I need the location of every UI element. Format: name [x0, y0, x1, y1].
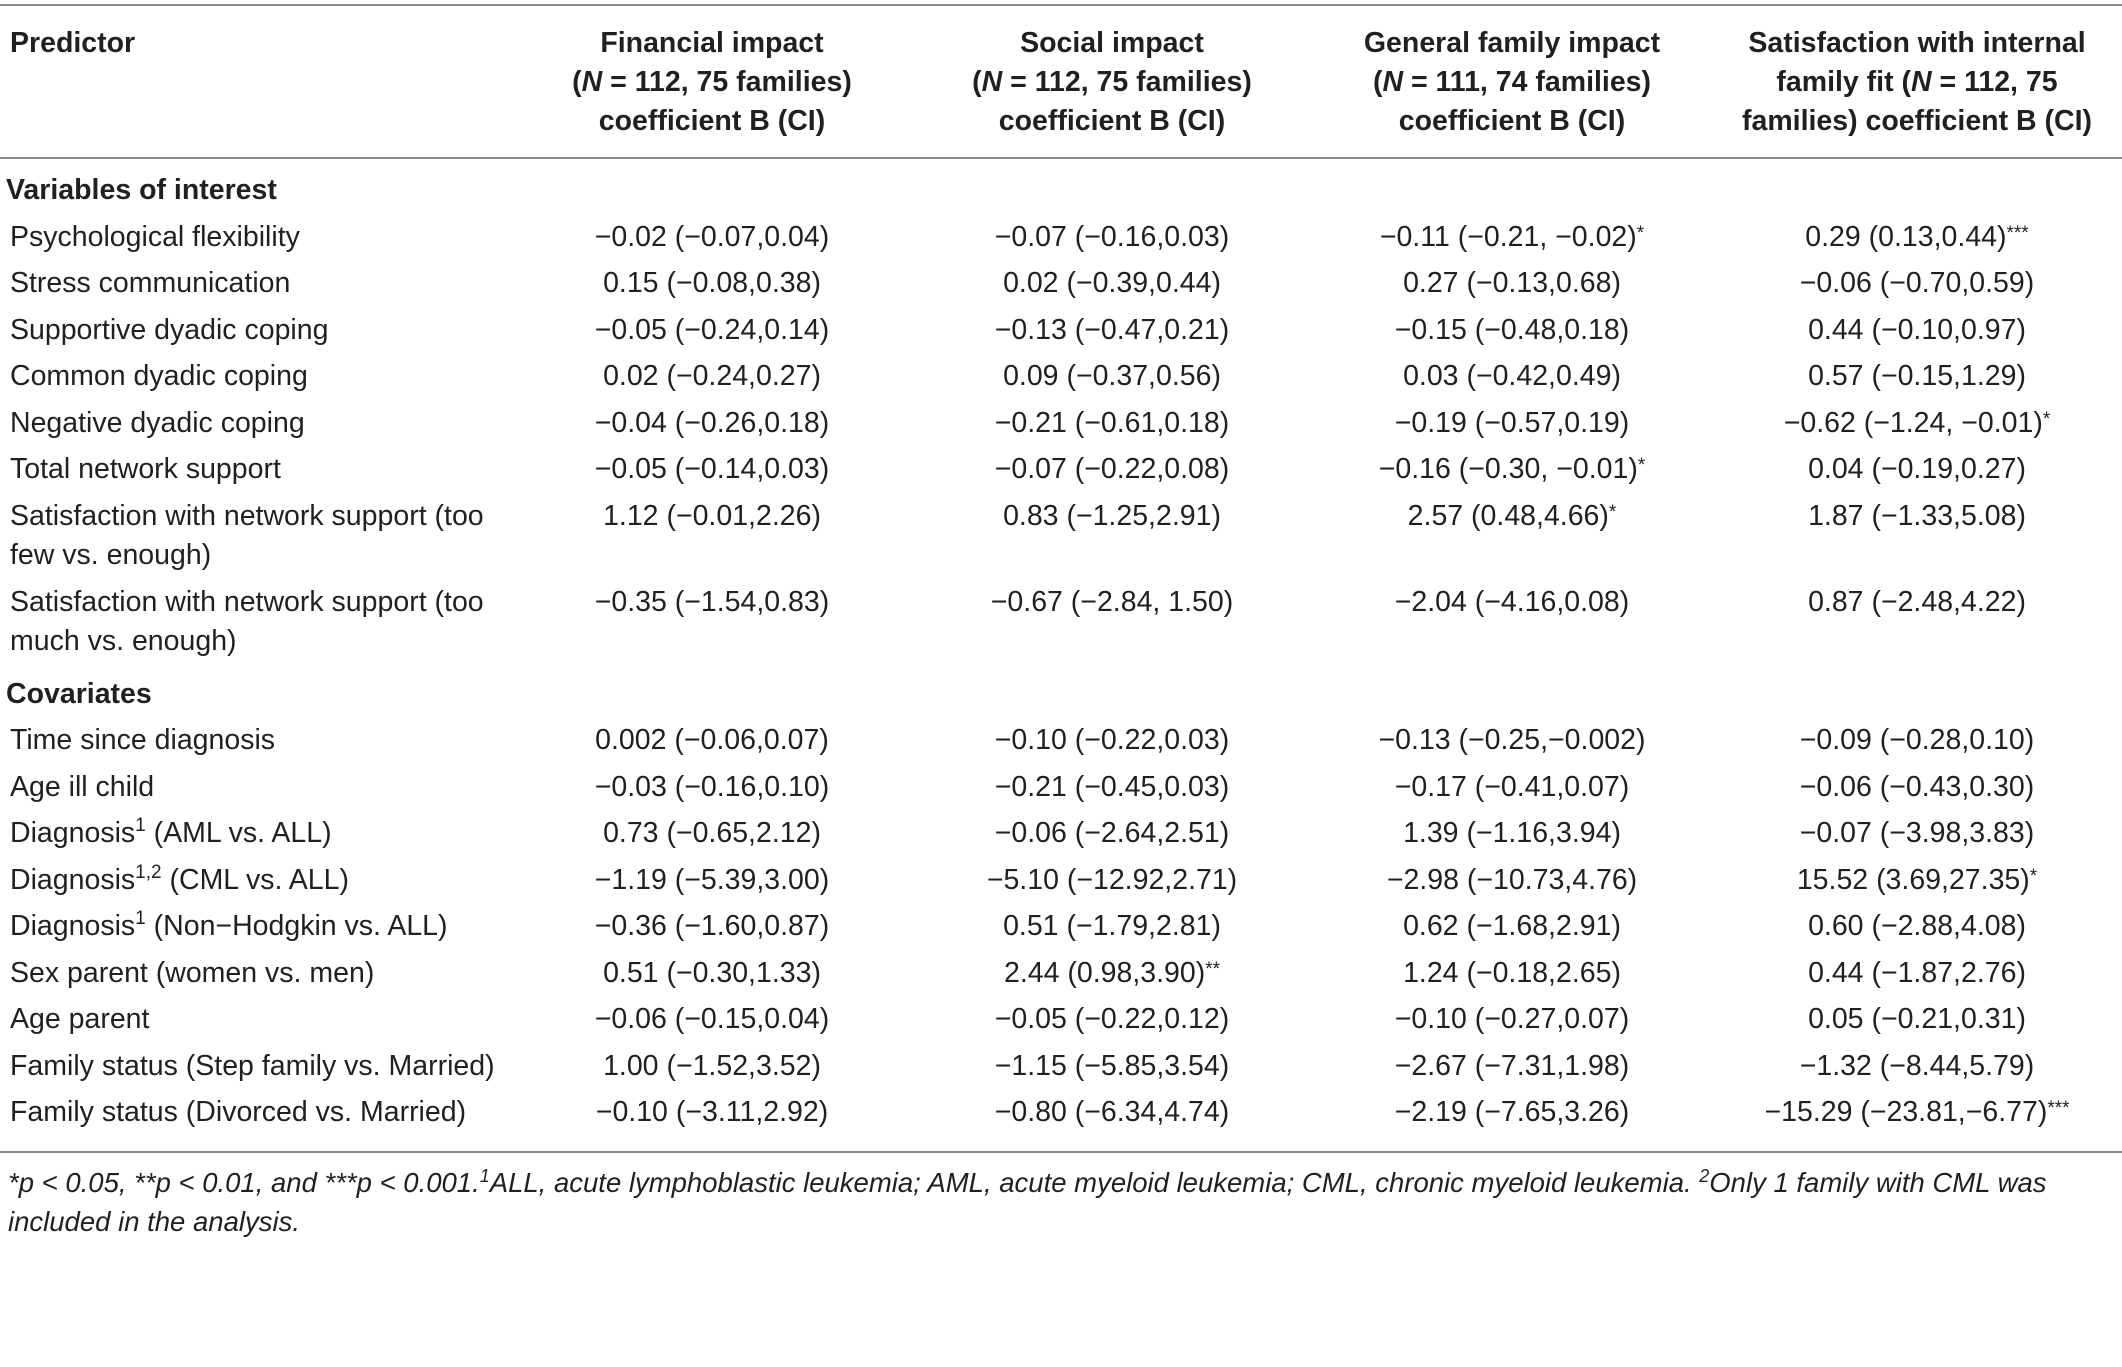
value-satisfaction-internal-fit	[1712, 214, 2122, 261]
coefficient-ci: 0.44 (−1.87,2.76)	[1808, 956, 2026, 989]
value-satisfaction-internal-fit	[1712, 1043, 2122, 1090]
header-financial-impact-open: (	[572, 66, 582, 98]
header-financial-impact-title: Financial impact	[600, 27, 824, 59]
footnote-cml-note: Only 1 family with CML was included in the analysis.	[8, 1166, 2047, 1237]
footnote-sig-symbol-3: ***	[324, 1166, 357, 1198]
footnote-sig-text-1: p < 0.05,	[18, 1166, 135, 1198]
table-body	[0, 158, 2122, 1152]
coefficient-ci: −0.21 (−0.45,0.03)	[994, 770, 1230, 803]
header-financial-impact-sample: = 112, 75 families)	[602, 66, 852, 98]
predictor-name: Diagnosis	[10, 817, 136, 849]
predictor-label	[0, 579, 512, 665]
coefficient-ci: −0.13 (−0.47,0.21)	[994, 313, 1230, 346]
coefficient-ci: 0.57 (−0.15,1.29)	[1808, 360, 2026, 392]
value-social-impact	[912, 1043, 1312, 1090]
coefficient-ci: −0.36 (−1.60,0.87)	[594, 910, 830, 942]
predictor-label	[0, 950, 512, 997]
predictor-label	[0, 353, 512, 400]
significance-marker: *	[1636, 222, 1645, 244]
predictor-name: Family status (Divorced vs. Married)	[10, 1096, 467, 1128]
value-financial-impact	[512, 857, 912, 904]
value-satisfaction-internal-fit	[1712, 717, 2122, 764]
coefficient-ci: 1.00 (−1.52,3.52)	[603, 1049, 821, 1082]
value-financial-impact	[512, 260, 912, 307]
coefficient-ci: −2.67 (−7.31,1.98)	[1394, 1049, 1630, 1082]
table-row	[0, 446, 2122, 493]
coefficient-ci: −2.04 (−4.16,0.08)	[1394, 585, 1630, 618]
coefficient-ci: −0.05 (−0.14,0.03)	[594, 453, 830, 485]
significance-marker: ***	[2006, 222, 2029, 244]
coefficient-ci: 0.04 (−0.19,0.27)	[1808, 453, 2026, 485]
value-social-impact	[912, 996, 1312, 1043]
coefficient-ci: −0.04 (−0.26,0.18)	[594, 406, 830, 439]
value-social-impact	[912, 260, 1312, 307]
significance-marker: *	[2042, 408, 2051, 430]
value-financial-impact	[512, 446, 912, 493]
significance-marker: *	[2029, 865, 2038, 887]
coefficient-ci: 1.87 (−1.33,5.08)	[1808, 499, 2026, 532]
footnote-sup-2: 2	[1699, 1165, 1710, 1186]
predictor-name-rest: (AML vs. ALL)	[145, 817, 332, 849]
coefficient-ci: 0.87 (−2.48,4.22)	[1808, 585, 2026, 618]
predictor-name: Time since diagnosis	[10, 724, 276, 756]
predictor-label	[0, 903, 512, 950]
coefficient-ci: −0.11 (−0.21, −0.02)	[1379, 220, 1637, 253]
predictor-label	[0, 446, 512, 493]
footnote-sig-text-3: p < 0.001.	[356, 1166, 480, 1198]
coefficient-ci: −0.21 (−0.61,0.18)	[994, 406, 1230, 439]
value-general-family-impact	[1312, 214, 1712, 261]
value-financial-impact	[512, 717, 912, 764]
coefficient-ci: 1.24 (−0.18,2.65)	[1403, 956, 1621, 989]
value-general-family-impact	[1312, 307, 1712, 354]
significance-marker: ***	[2047, 1098, 2070, 1119]
predictor-label	[0, 214, 512, 261]
coefficient-ci: 0.44 (−0.10,0.97)	[1808, 313, 2026, 346]
coefficient-ci: −0.15 (−0.48,0.18)	[1394, 313, 1630, 346]
table-footnote	[0, 1153, 2122, 1241]
coefficient-ci: −0.10 (−3.11,2.92)	[595, 1096, 829, 1128]
value-financial-impact	[512, 1043, 912, 1090]
value-general-family-impact	[1312, 950, 1712, 997]
header-general-family-impact-open: (	[1372, 66, 1383, 98]
header-social-impact-open: (	[972, 66, 982, 98]
coefficient-ci: −0.02 (−0.07,0.04)	[594, 220, 830, 253]
table-row	[0, 579, 2122, 665]
coefficient-ci: −15.29 (−23.81,−6.77)	[1764, 1096, 2048, 1128]
coefficient-ci: −0.06 (−0.70,0.59)	[1799, 267, 2035, 299]
header-satisfaction-coef: families) coefficient B (CI)	[1742, 105, 2092, 137]
value-financial-impact	[512, 400, 912, 447]
header-predictor: Predictor	[10, 27, 136, 59]
table-row	[0, 903, 2122, 950]
table-row	[0, 810, 2122, 857]
coefficient-ci: 0.03 (−0.42,0.49)	[1403, 360, 1621, 392]
value-financial-impact	[512, 764, 912, 811]
value-satisfaction-internal-fit	[1712, 810, 2122, 857]
predictor-name: Total network support	[10, 453, 281, 485]
coefficient-ci: 0.73 (−0.65,2.12)	[603, 817, 821, 849]
predictor-name: Satisfaction with network support (too few vs. enough)	[10, 499, 484, 571]
coefficient-ci: 2.57 (0.48,4.66)	[1407, 499, 1609, 532]
table-row	[0, 307, 2122, 354]
value-satisfaction-internal-fit	[1712, 446, 2122, 493]
value-general-family-impact	[1312, 579, 1712, 665]
predictor-superscript: 1	[135, 815, 146, 836]
value-financial-impact	[512, 353, 912, 400]
coefficient-ci: 0.002 (−0.06,0.07)	[595, 724, 829, 756]
coefficient-ci: −0.06 (−2.64,2.51)	[994, 817, 1230, 849]
value-satisfaction-internal-fit	[1712, 996, 2122, 1043]
table-row	[0, 353, 2122, 400]
coefficient-ci: −0.03 (−0.16,0.10)	[594, 770, 830, 803]
predictor-name: Psychological flexibility	[10, 220, 300, 253]
value-satisfaction-internal-fit	[1712, 493, 2122, 579]
value-general-family-impact	[1312, 260, 1712, 307]
coefficient-ci: 0.15 (−0.08,0.38)	[603, 267, 821, 299]
header-general-family-impact-n: N	[1382, 66, 1404, 98]
footnote-sig-symbol-2: **	[134, 1166, 156, 1198]
predictor-name: Supportive dyadic coping	[10, 313, 329, 346]
value-general-family-impact	[1312, 810, 1712, 857]
coefficient-ci: −0.09 (−0.28,0.10)	[1799, 724, 2035, 756]
value-financial-impact	[512, 810, 912, 857]
value-satisfaction-internal-fit	[1712, 1089, 2122, 1152]
value-general-family-impact	[1312, 353, 1712, 400]
coefficient-ci: 0.51 (−0.30,1.33)	[603, 956, 821, 989]
coefficient-ci: 0.27 (−0.13,0.68)	[1403, 267, 1621, 299]
value-satisfaction-internal-fit	[1712, 857, 2122, 904]
coefficient-ci: 0.02 (−0.24,0.27)	[603, 360, 821, 392]
coefficient-ci: 1.39 (−1.16,3.94)	[1403, 817, 1621, 849]
coefficient-ci: 0.51 (−1.79,2.81)	[1003, 910, 1221, 942]
value-social-impact	[912, 353, 1312, 400]
predictor-superscript: 1	[135, 908, 146, 929]
footnote-sig-symbol-1: *	[8, 1166, 19, 1198]
predictor-label	[0, 996, 512, 1043]
coefficient-ci: −1.32 (−8.44,5.79)	[1799, 1049, 2035, 1082]
value-general-family-impact	[1312, 717, 1712, 764]
section-heading: Covariates	[6, 677, 152, 710]
coefficient-ci: 0.60 (−2.88,4.08)	[1808, 910, 2026, 942]
coefficient-ci: −0.07 (−3.98,3.83)	[1799, 817, 2035, 849]
table-row	[0, 214, 2122, 261]
header-satisfaction-internal-fit	[1712, 5, 2122, 158]
table-row	[0, 1089, 2122, 1152]
predictor-name: Stress communication	[10, 267, 291, 299]
value-social-impact	[912, 1089, 1312, 1152]
table-header	[0, 5, 2122, 158]
predictor-name: Diagnosis	[10, 910, 136, 942]
section-row	[0, 158, 2122, 214]
table-row	[0, 400, 2122, 447]
header-social-impact-coef: coefficient B (CI)	[998, 105, 1226, 137]
predictor-label	[0, 400, 512, 447]
header-satisfaction-sample: = 112, 75	[1931, 66, 2058, 98]
coefficient-ci: −0.67 (−2.84, 1.50)	[990, 585, 1234, 618]
footnote-sig-text-2: p < 0.01, and	[155, 1166, 325, 1198]
value-satisfaction-internal-fit	[1712, 400, 2122, 447]
header-satisfaction-n: N	[1911, 66, 1932, 98]
coefficient-ci: −0.07 (−0.16,0.03)	[994, 220, 1230, 253]
predictor-label	[0, 717, 512, 764]
header-general-family-impact-coef: coefficient B (CI)	[1398, 105, 1626, 137]
value-satisfaction-internal-fit	[1712, 950, 2122, 997]
coefficient-ci: −0.80 (−6.34,4.74)	[994, 1096, 1230, 1128]
coefficient-ci: 0.02 (−0.39,0.44)	[1003, 267, 1221, 299]
value-general-family-impact	[1312, 400, 1712, 447]
table-row	[0, 950, 2122, 997]
value-financial-impact	[512, 903, 912, 950]
predictor-label	[0, 260, 512, 307]
value-social-impact	[912, 857, 1312, 904]
predictor-name: Diagnosis	[10, 863, 136, 896]
coefficient-ci: 0.05 (−0.21,0.31)	[1808, 1003, 2026, 1035]
value-general-family-impact	[1312, 446, 1712, 493]
value-financial-impact	[512, 579, 912, 665]
section-heading: Variables of interest	[6, 174, 277, 206]
predictor-name-rest: (CML vs. ALL)	[161, 863, 349, 896]
coefficient-ci: 1.12 (−0.01,2.26)	[603, 499, 821, 532]
value-general-family-impact	[1312, 996, 1712, 1043]
predictor-label	[0, 764, 512, 811]
coefficient-ci: 0.62 (−1.68,2.91)	[1403, 910, 1621, 942]
coefficient-ci: −0.05 (−0.22,0.12)	[994, 1003, 1230, 1035]
coefficient-ci: −0.13 (−0.25,−0.002)	[1378, 724, 1646, 756]
table-row	[0, 493, 2122, 579]
value-financial-impact	[512, 996, 912, 1043]
table-row	[0, 996, 2122, 1043]
predictor-name: Common dyadic coping	[10, 360, 308, 392]
value-social-impact	[912, 717, 1312, 764]
value-financial-impact	[512, 1089, 912, 1152]
coefficient-ci: −0.06 (−0.43,0.30)	[1799, 770, 2035, 803]
coefficient-ci: 15.52 (3.69,27.35)	[1796, 863, 2030, 896]
value-general-family-impact	[1312, 764, 1712, 811]
value-general-family-impact	[1312, 857, 1712, 904]
predictor-label	[0, 307, 512, 354]
value-satisfaction-internal-fit	[1712, 764, 2122, 811]
predictor-name: Family status (Step family vs. Married)	[10, 1049, 495, 1082]
results-table-container	[0, 4, 2122, 1241]
coefficient-ci: −0.07 (−0.22,0.08)	[994, 453, 1230, 485]
table-row	[0, 1043, 2122, 1090]
predictor-label	[0, 1043, 512, 1090]
value-social-impact	[912, 307, 1312, 354]
value-satisfaction-internal-fit	[1712, 260, 2122, 307]
value-general-family-impact	[1312, 1043, 1712, 1090]
value-satisfaction-internal-fit	[1712, 307, 2122, 354]
predictor-name: Satisfaction with network support (too much vs. enough)	[10, 585, 484, 657]
value-satisfaction-internal-fit	[1712, 579, 2122, 665]
section-row	[0, 665, 2122, 718]
value-social-impact	[912, 400, 1312, 447]
table-row	[0, 857, 2122, 904]
value-general-family-impact	[1312, 493, 1712, 579]
predictor-name-rest: (Non−Hodgkin vs. ALL)	[145, 910, 448, 942]
coefficient-ci: −0.35 (−1.54,0.83)	[594, 585, 830, 618]
value-social-impact	[912, 214, 1312, 261]
coefficient-ci: 2.44 (0.98,3.90)	[1003, 956, 1206, 989]
table-row	[0, 260, 2122, 307]
header-general-family-impact-title: General family impact	[1363, 27, 1661, 59]
predictor-name: Sex parent (women vs. men)	[10, 956, 375, 989]
coefficient-ci: −0.06 (−0.15,0.04)	[594, 1003, 830, 1035]
value-general-family-impact	[1312, 903, 1712, 950]
value-social-impact	[912, 493, 1312, 579]
value-financial-impact	[512, 214, 912, 261]
value-social-impact	[912, 810, 1312, 857]
predictor-label	[0, 857, 512, 904]
header-general-family-impact	[1312, 5, 1712, 158]
significance-marker: *	[1637, 455, 1646, 476]
value-social-impact	[912, 903, 1312, 950]
value-satisfaction-internal-fit	[1712, 903, 2122, 950]
predictor-label	[0, 810, 512, 857]
coefficient-ci: −0.62 (−1.24, −0.01)	[1783, 406, 2043, 439]
header-social-impact-n: N	[981, 66, 1003, 98]
header-financial-impact	[512, 5, 912, 158]
regression-results-table	[0, 4, 2122, 1153]
value-financial-impact	[512, 307, 912, 354]
value-financial-impact	[512, 950, 912, 997]
value-social-impact	[912, 579, 1312, 665]
table-row	[0, 764, 2122, 811]
header-financial-impact-n: N	[581, 66, 603, 98]
significance-marker: **	[1205, 958, 1221, 980]
header-satisfaction-fit: family fit (	[1776, 66, 1911, 98]
value-social-impact	[912, 950, 1312, 997]
coefficient-ci: −2.19 (−7.65,3.26)	[1394, 1096, 1630, 1128]
coefficient-ci: −0.05 (−0.24,0.14)	[594, 313, 830, 346]
header-satisfaction-title: Satisfaction with internal	[1748, 27, 2086, 59]
predictor-label	[0, 493, 512, 579]
predictor-superscript: 1,2	[135, 861, 162, 883]
value-satisfaction-internal-fit	[1712, 353, 2122, 400]
header-general-family-impact-sample: = 111, 74 families)	[1403, 66, 1652, 98]
coefficient-ci: 0.09 (−0.37,0.56)	[1003, 360, 1221, 392]
coefficient-ci: −5.10 (−12.92,2.71)	[986, 863, 1238, 896]
coefficient-ci: −2.98 (−10.73,4.76)	[1386, 863, 1638, 896]
predictor-label	[0, 1089, 512, 1152]
coefficient-ci: −0.19 (−0.57,0.19)	[1394, 406, 1630, 439]
header-social-impact-title: Social impact	[1020, 27, 1204, 59]
value-general-family-impact	[1312, 1089, 1712, 1152]
value-financial-impact	[512, 493, 912, 579]
coefficient-ci: 0.29 (0.13,0.44)	[1805, 220, 2007, 253]
predictor-name: Age parent	[10, 1003, 150, 1035]
footnote-abbreviations: ALL, acute lymphoblastic leukemia; AML, acute myeloid leukemia; CML, chronic myeloid leukemia.	[489, 1166, 1700, 1198]
significance-marker: *	[1608, 501, 1617, 523]
header-social-impact	[912, 5, 1312, 158]
coefficient-ci: −0.10 (−0.22,0.03)	[994, 724, 1230, 756]
coefficient-ci: −0.10 (−0.27,0.07)	[1394, 1003, 1630, 1035]
coefficient-ci: −1.19 (−5.39,3.00)	[594, 863, 830, 896]
predictor-name: Age ill child	[10, 770, 155, 803]
header-social-impact-sample: = 112, 75 families)	[1002, 66, 1252, 98]
value-social-impact	[912, 764, 1312, 811]
value-social-impact	[912, 446, 1312, 493]
predictor-name: Negative dyadic coping	[10, 406, 305, 439]
footnote-sup-1: 1	[479, 1165, 490, 1186]
coefficient-ci: −1.15 (−5.85,3.54)	[994, 1049, 1230, 1082]
coefficient-ci: −0.17 (−0.41,0.07)	[1394, 770, 1630, 803]
coefficient-ci: 0.83 (−1.25,2.91)	[1003, 499, 1221, 532]
header-financial-impact-coef: coefficient B (CI)	[598, 105, 826, 137]
header-row	[0, 5, 2122, 158]
table-row	[0, 717, 2122, 764]
coefficient-ci: −0.16 (−0.30, −0.01)	[1378, 453, 1638, 485]
